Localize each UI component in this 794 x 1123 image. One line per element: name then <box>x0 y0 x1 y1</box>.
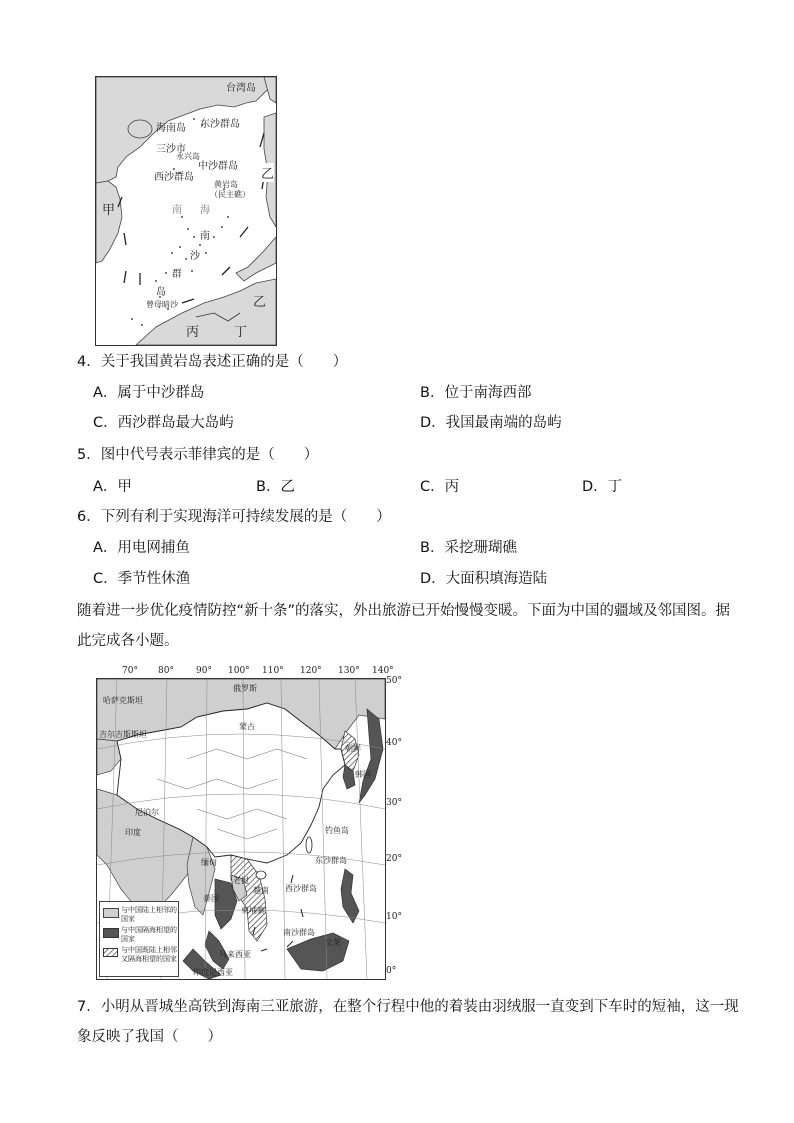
label-sha: 沙 <box>190 251 200 262</box>
label-yongxing: 永兴岛 <box>176 152 200 161</box>
label-brunei: 文莱 <box>325 938 341 947</box>
question-5-option-d[interactable]: D．丁 <box>582 479 623 495</box>
label-hainan: 海南岛 <box>156 123 186 134</box>
legend-swatch-sea <box>103 928 119 938</box>
lon-tick-110: 110° <box>262 666 284 676</box>
lon-tick-80: 80° <box>158 666 174 676</box>
question-6-option-c[interactable]: C．季节性休渔 <box>93 571 191 587</box>
map-legend <box>99 901 179 977</box>
legend-swatch-land <box>103 908 119 918</box>
label-dongsha: 东沙群岛 <box>200 119 240 130</box>
label-cambodia: 柬埔寨 <box>241 906 265 915</box>
south-china-sea-map-graphic <box>96 77 276 345</box>
question-4-option-a[interactable]: A．属于中沙群岛 <box>93 385 205 401</box>
question-6-option-a[interactable]: A．用电网捕鱼 <box>93 540 190 556</box>
label-hai: 海 <box>200 205 210 216</box>
label-russia: 俄罗斯 <box>233 684 257 693</box>
label-malaysia: 马来西亚 <box>219 950 251 959</box>
label-xisha: 西沙群岛 <box>154 172 194 183</box>
label-dongsha: 东沙群岛 <box>315 856 347 865</box>
lat-tick-20: 20° <box>386 854 402 864</box>
lat-tick-40: 40° <box>386 738 402 748</box>
lon-tick-100: 100° <box>228 666 250 676</box>
south-china-sea-map <box>95 76 277 346</box>
label-nan: 南 <box>172 205 182 216</box>
legend-label-both: 与中国既陆上相邻又隔海相望的国家 <box>121 946 177 963</box>
label-vietnam: 越南 <box>253 886 269 895</box>
legend-label-sea: 与中国隔海相望的国家 <box>121 926 177 943</box>
question-6-stem: 6．下列有利于实现海洋可持续发展的是（ ） <box>77 509 391 525</box>
lat-tick-0: 0° <box>386 966 397 976</box>
label-kazakhstan: 哈萨克斯坦 <box>103 696 143 705</box>
label-minzhu: （民主礁） <box>210 190 250 199</box>
label-zhongsha: 中沙群岛 <box>198 161 238 172</box>
label-dprk: 朝鲜 <box>345 744 361 753</box>
label-yi2: 乙 <box>253 295 267 310</box>
label-xisha: 西沙群岛 <box>285 884 317 893</box>
label-huangyan: 黄岩岛 <box>214 180 238 189</box>
question-5-option-b[interactable]: B．乙 <box>256 479 295 495</box>
label-bing: 丙 <box>186 325 200 340</box>
lon-tick-90: 90° <box>196 666 212 676</box>
label-myanmar: 缅甸 <box>201 858 217 867</box>
china-neighbors-map <box>94 666 404 982</box>
question-5-option-a[interactable]: A．甲 <box>93 479 132 495</box>
label-ding: 丁 <box>234 325 248 340</box>
label-jia: 甲 <box>102 203 116 218</box>
label-nan2: 南 <box>200 231 210 242</box>
label-dao: 岛 <box>156 287 166 298</box>
legend-label-land: 与中国陆上相邻的国家 <box>121 906 177 923</box>
china-neighbors-map-frame <box>96 678 386 980</box>
label-korea: 韩国 <box>355 770 371 779</box>
question-4-stem: 4．关于我国黄岩岛表述正确的是（ ） <box>77 354 348 370</box>
label-india: 印度 <box>125 828 141 837</box>
lon-tick-140: 140° <box>372 666 394 676</box>
label-indonesia: 印度尼西亚 <box>193 968 233 977</box>
label-taiwan: 台湾岛 <box>226 83 256 94</box>
intro-paragraph: 随着进一步优化疫情防控“新十条”的落实，外出旅游已开始慢慢变暖。下面为中国的疆域及邻国图。据此完成各小题。 <box>77 603 731 649</box>
label-yi: 乙 <box>261 163 274 182</box>
question-6-option-b[interactable]: B．采挖珊瑚礁 <box>420 540 517 556</box>
question-4-option-c[interactable]: C．西沙群岛最大岛屿 <box>93 415 234 431</box>
question-7-stem: 7．小明从晋城坐高铁到海南三亚旅游，在整个行程中他的着装由羽绒服一直变到下车时的短袖，这一现象反映了我国（ ） <box>77 999 739 1045</box>
legend-swatch-both <box>103 948 119 958</box>
lon-tick-130: 130° <box>338 666 360 676</box>
label-thailand: 泰国 <box>203 894 219 903</box>
lon-tick-120: 120° <box>300 666 322 676</box>
label-mongolia: 蒙古 <box>239 722 255 731</box>
label-nepal: 尼泊尔 <box>135 808 159 817</box>
question-4-option-b[interactable]: B．位于南海西部 <box>420 385 532 401</box>
lat-tick-50: 50° <box>386 676 402 686</box>
question-6-option-d[interactable]: D．大面积填海造陆 <box>420 571 548 587</box>
label-zengmu: 曾母暗沙 <box>146 300 178 309</box>
label-diaoyu: 钓鱼岛 <box>325 826 349 835</box>
label-sansha: 三沙市 <box>156 144 186 155</box>
label-nansha: 南沙群岛 <box>283 928 315 937</box>
question-5-option-c[interactable]: C．丙 <box>420 479 460 495</box>
question-5-stem: 5．图中代号表示菲律宾的是（ ） <box>77 447 319 463</box>
lat-tick-10: 10° <box>386 912 402 922</box>
label-laos: 老挝 <box>233 876 249 885</box>
label-qun: 群 <box>172 269 182 280</box>
question-4-option-d[interactable]: D．我国最南端的岛屿 <box>420 415 562 431</box>
lat-tick-30: 30° <box>386 798 402 808</box>
label-kyrgyz: 吉尔吉斯斯坦 <box>99 730 147 739</box>
lon-tick-70: 70° <box>122 666 138 676</box>
